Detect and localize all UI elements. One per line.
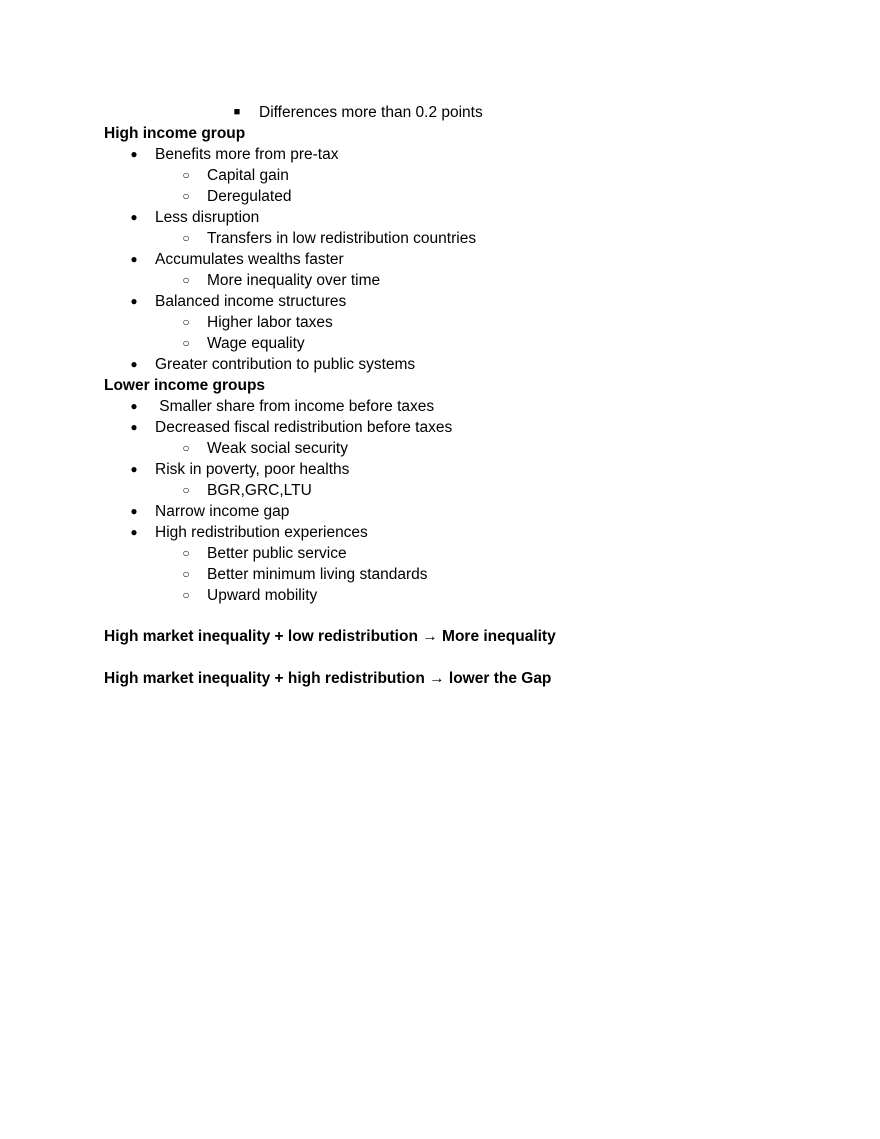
disc-bullet-icon: ● xyxy=(130,504,138,518)
circle-bullet-icon: ○ xyxy=(182,546,190,560)
sub-list-item: Deregulated xyxy=(207,188,292,205)
circle-bullet-icon: ○ xyxy=(182,168,190,182)
circle-bullet-icon: ○ xyxy=(182,315,190,329)
list-item: High redistribution experiences xyxy=(155,524,368,541)
disc-bullet-icon: ● xyxy=(130,210,138,224)
circle-bullet-icon: ○ xyxy=(182,483,190,497)
circle-bullet-icon: ○ xyxy=(182,588,190,602)
sub-list-item: Weak social security xyxy=(207,440,348,457)
list-item: Narrow income gap xyxy=(155,503,290,520)
list-item: Smaller share from income before taxes xyxy=(155,398,435,415)
disc-bullet-icon: ● xyxy=(130,399,138,413)
circle-bullet-icon: ○ xyxy=(182,231,190,245)
section-heading-high-income: High income group xyxy=(104,125,246,142)
sub-list-item: Upward mobility xyxy=(207,587,318,604)
list-item: Risk in poverty, poor healths xyxy=(155,461,350,478)
disc-bullet-icon: ● xyxy=(130,525,138,539)
sub-list-item: Wage equality xyxy=(207,335,305,352)
disc-bullet-icon: ● xyxy=(130,420,138,434)
circle-bullet-icon: ○ xyxy=(182,273,190,287)
list-item: Balanced income structures xyxy=(155,293,347,310)
square-bullet-icon: ■ xyxy=(233,106,241,118)
disc-bullet-icon: ● xyxy=(130,252,138,266)
sub-list-item: Better public service xyxy=(207,545,347,562)
sub-list-item: Transfers in low redistribution countries xyxy=(207,230,477,247)
list-item: Less disruption xyxy=(155,209,260,226)
sub-list-item: Higher labor taxes xyxy=(207,314,333,331)
list-item: Greater contribution to public systems xyxy=(155,356,416,373)
circle-bullet-icon: ○ xyxy=(182,336,190,350)
sub-list-item: BGR,GRC,LTU xyxy=(207,482,312,499)
disc-bullet-icon: ● xyxy=(130,294,138,308)
sub-list-item: Better minimum living standards xyxy=(207,566,428,583)
list-item: Accumulates wealths faster xyxy=(155,251,344,268)
conclusion-low-redistribution: High market inequality + low redistribution → More inequality xyxy=(104,628,556,645)
conclusion-high-redistribution: High market inequality + high redistribution → lower the Gap xyxy=(104,670,552,687)
disc-bullet-icon: ● xyxy=(130,462,138,476)
list-item: Benefits more from pre-tax xyxy=(155,146,339,163)
disc-bullet-icon: ● xyxy=(130,357,138,371)
list-item: Decreased fiscal redistribution before taxes xyxy=(155,419,453,436)
circle-bullet-icon: ○ xyxy=(182,567,190,581)
disc-bullet-icon: ● xyxy=(130,147,138,161)
circle-bullet-icon: ○ xyxy=(182,189,190,203)
sub-list-item: Capital gain xyxy=(207,167,289,184)
circle-bullet-icon: ○ xyxy=(182,441,190,455)
list-item: Differences more than 0.2 points xyxy=(259,104,483,121)
section-heading-lower-income: Lower income groups xyxy=(104,377,266,394)
sub-list-item: More inequality over time xyxy=(207,272,381,289)
